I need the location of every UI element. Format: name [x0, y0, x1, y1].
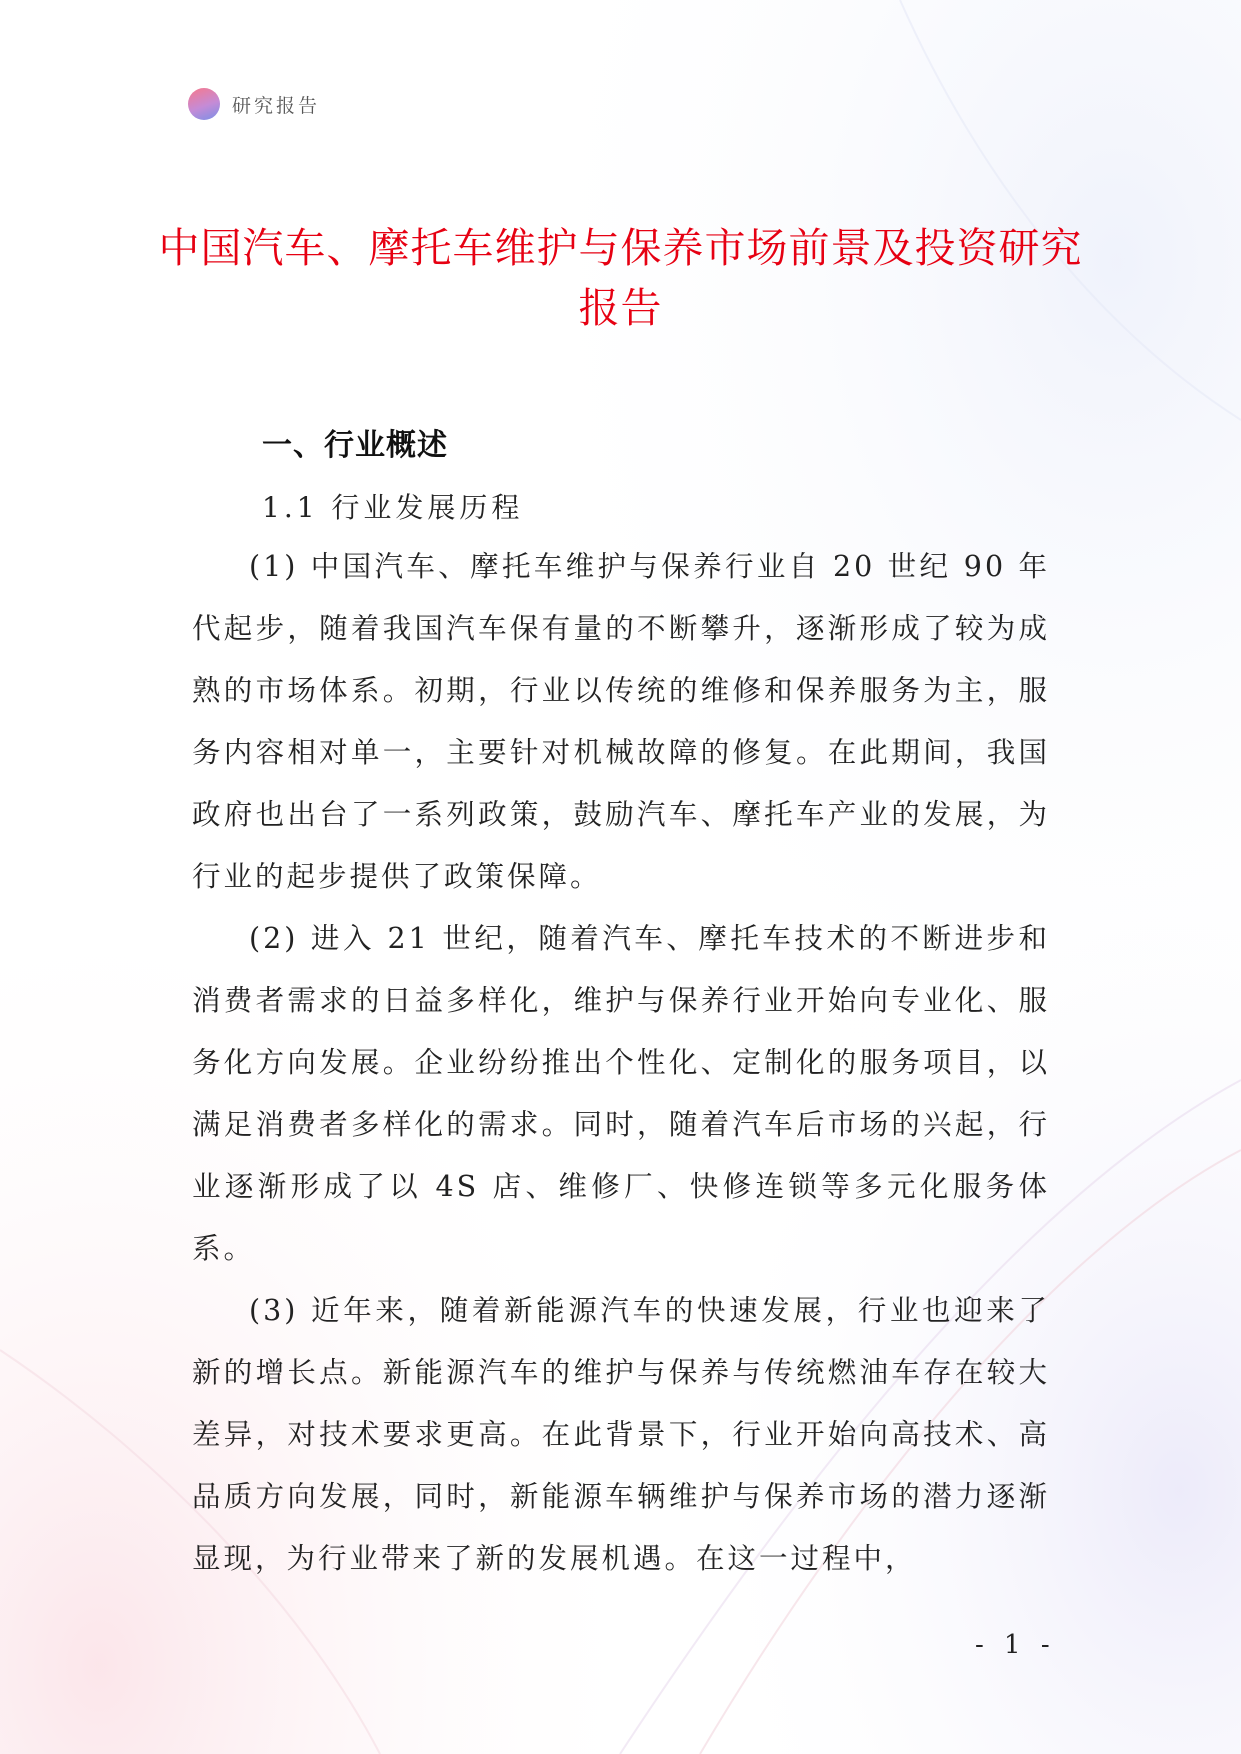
- body-text: [192, 536, 1050, 1590]
- logo-icon: [188, 88, 220, 120]
- document-title: 中国汽车、摩托车维护与保养市场前景及投资研究报告: [158, 224, 1083, 332]
- section-heading: 一、行业概述: [262, 428, 448, 463]
- paragraph: (3) 近年来，随着新能源汽车的快速发展，行业也迎来了新的增长点。新能源汽车的维护与保养与传统燃油车存在较大差异，对技术要求更高。在此背景下，行业开始向高技术、高品质方向发展，同时，新能源车辆维护与保养市场的潜力逐渐显现，为行业带来了新的发展机遇。在这一过程中，: [192, 1294, 1050, 1575]
- page-number: - 1 -: [975, 1630, 1056, 1660]
- subsection-heading: 1.1 行业发展历程: [262, 491, 524, 524]
- paragraph: (1) 中国汽车、摩托车维护与保养行业自 20 世纪 90 年代起步，随着我国汽车保有量的不断攀升，逐渐形成了较为成熟的市场体系。初期，行业以传统的维修和保养服务为主，服务内容相对单一，主要针对机械故障的修复。在此期间，我国政府也出台了一系列政策，鼓励汽车、摩托车产业的发展，为行业的起步提供了政策保障。: [192, 550, 1050, 893]
- report-header: [188, 88, 320, 120]
- header-label: 研究报告: [232, 94, 321, 117]
- paragraph: (2) 进入 21 世纪，随着汽车、摩托车技术的不断进步和消费者需求的日益多样化，维护与保养行业开始向专业化、服务化方向发展。企业纷纷推出个性化、定制化的服务项目，以满足消费者多样化的需求。同时，随着汽车后市场的兴起，行业逐渐形成了以 4S 店、维修厂、快修连锁等多元化服务体系。: [192, 922, 1050, 1265]
